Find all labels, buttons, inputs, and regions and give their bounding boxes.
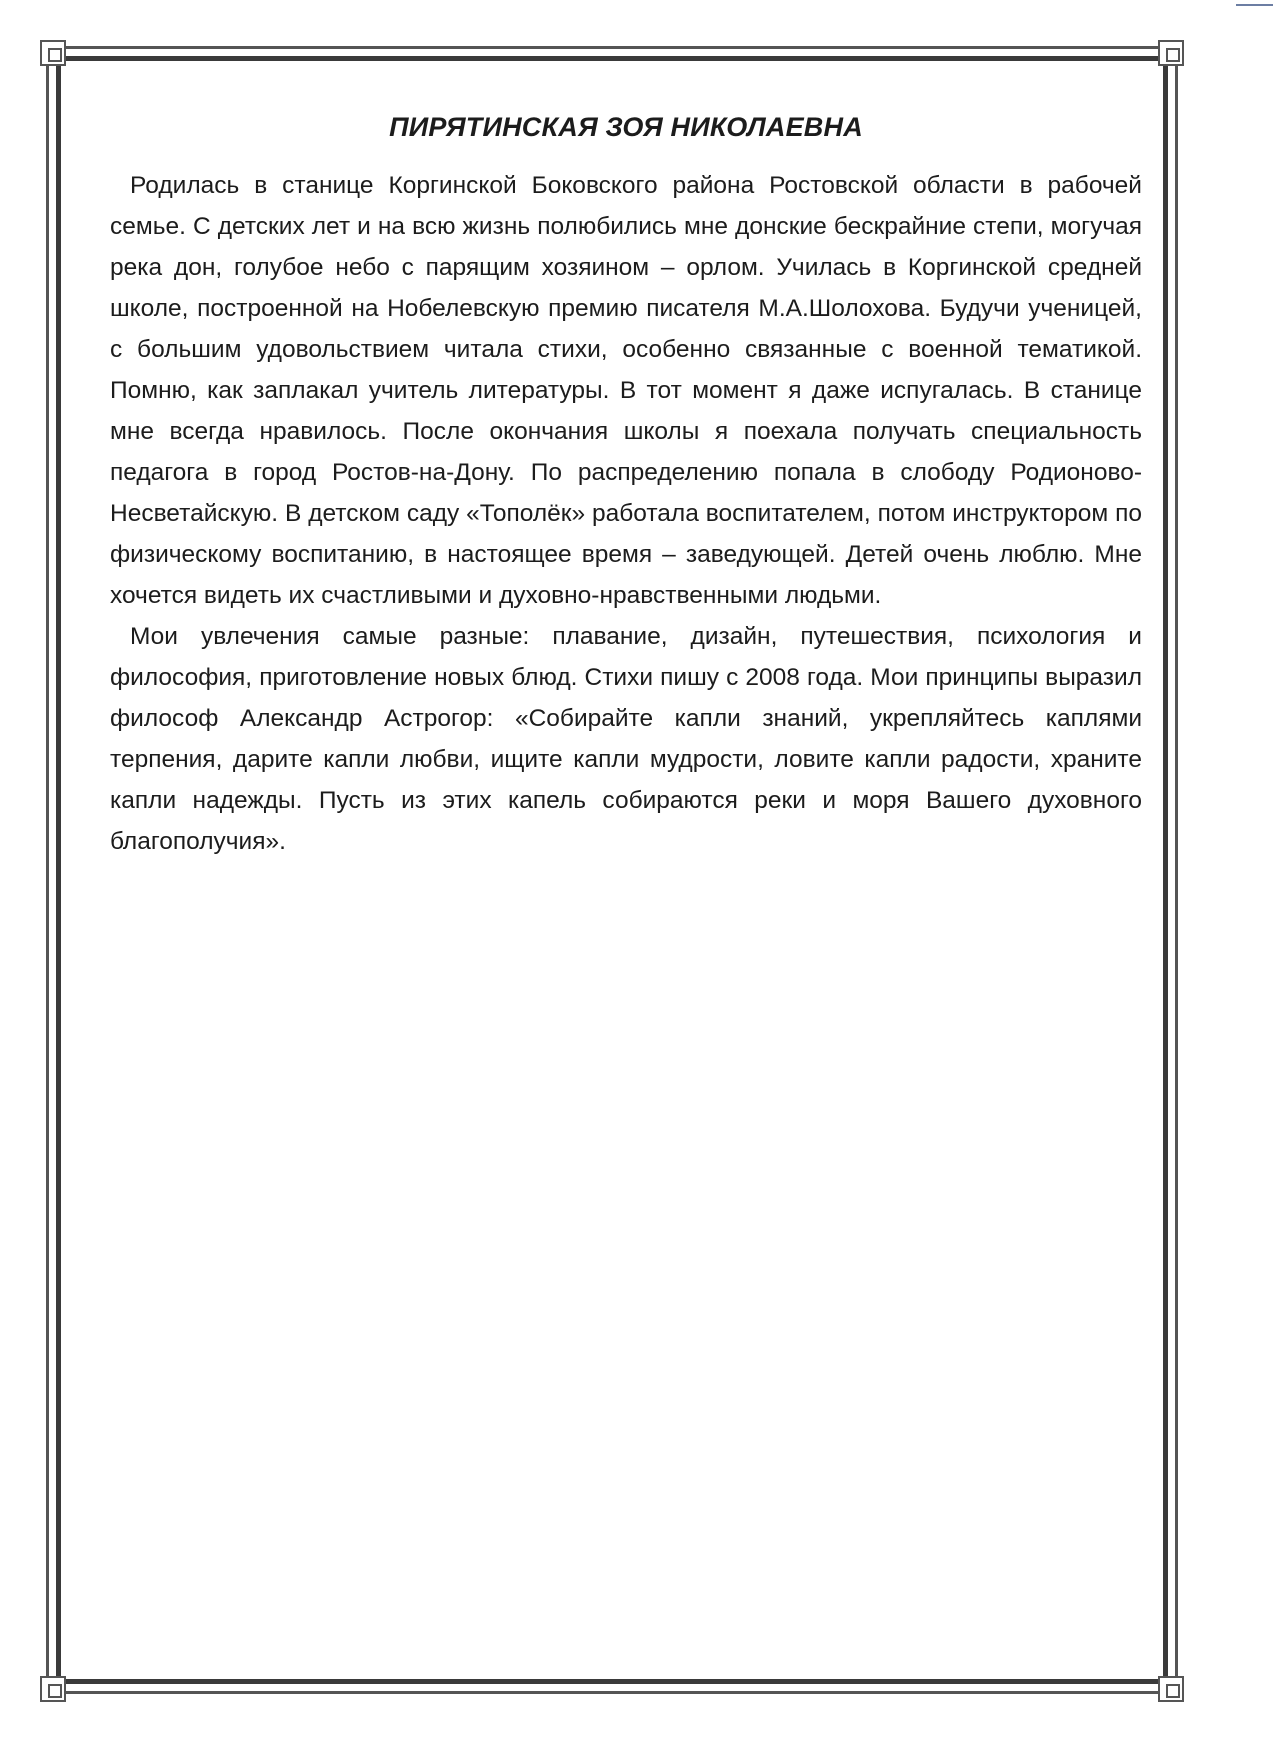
frame-corner-bottom-right — [1158, 1676, 1184, 1702]
paragraph-hobbies: Мои увлечения самые разные: плавание, дизайн, путешествия, психология и философия, приготовление новых блюд. Стихи пишу с 2008 года. Мои принципы выразил философ Александр Астрогор: «Собирайте капли знаний, укрепляйтесь каплями терпения, дарите капли любви, ищите капли мудрости, ловите капли радости, храните капли надежды. Пусть из этих капель собираются реки и моря Вашего духовного благополучия». — [110, 623, 1142, 855]
scan-edge-mark — [1236, 4, 1273, 6]
document-body — [110, 112, 1142, 862]
paragraph-biography: Родилась в станице Коргинской Боковского района Ростовской области в рабочей семье. С детских лет и на всю жизнь полюбились мне донские бескрайние степи, могучая река дон, голубое небо с парящим хозяином – орлом. Училась в Коргинской средней школе, построенной на Нобелевскую премию писателя М.А.Шолохова. Будучи ученицей, с большим удовольствием читала стихи, особенно связанные с военной тематикой. Помню, как заплакал учитель литературы. В тот момент я даже испугалась. В станице мне всегда нравилось. После окончания школы я поехала получать специальность педагога в город Ростов-на-Дону. По распределению попала в слободу Родионово-Несветайскую. В детском саду «Тополёк» работала воспитателем, потом инструктором по физическому воспитанию, в настоящее время – заведующей. Детей очень люблю. Мне хочется видеть их счастливыми и духовно-нравственными людьми. — [110, 172, 1142, 609]
frame-corner-top-right — [1158, 40, 1184, 66]
frame-corner-bottom-left — [40, 1676, 66, 1702]
document-title: ПИРЯТИНСКАЯ ЗОЯ НИКОЛАЕВНА — [389, 112, 863, 142]
frame-corner-top-left — [40, 40, 66, 66]
